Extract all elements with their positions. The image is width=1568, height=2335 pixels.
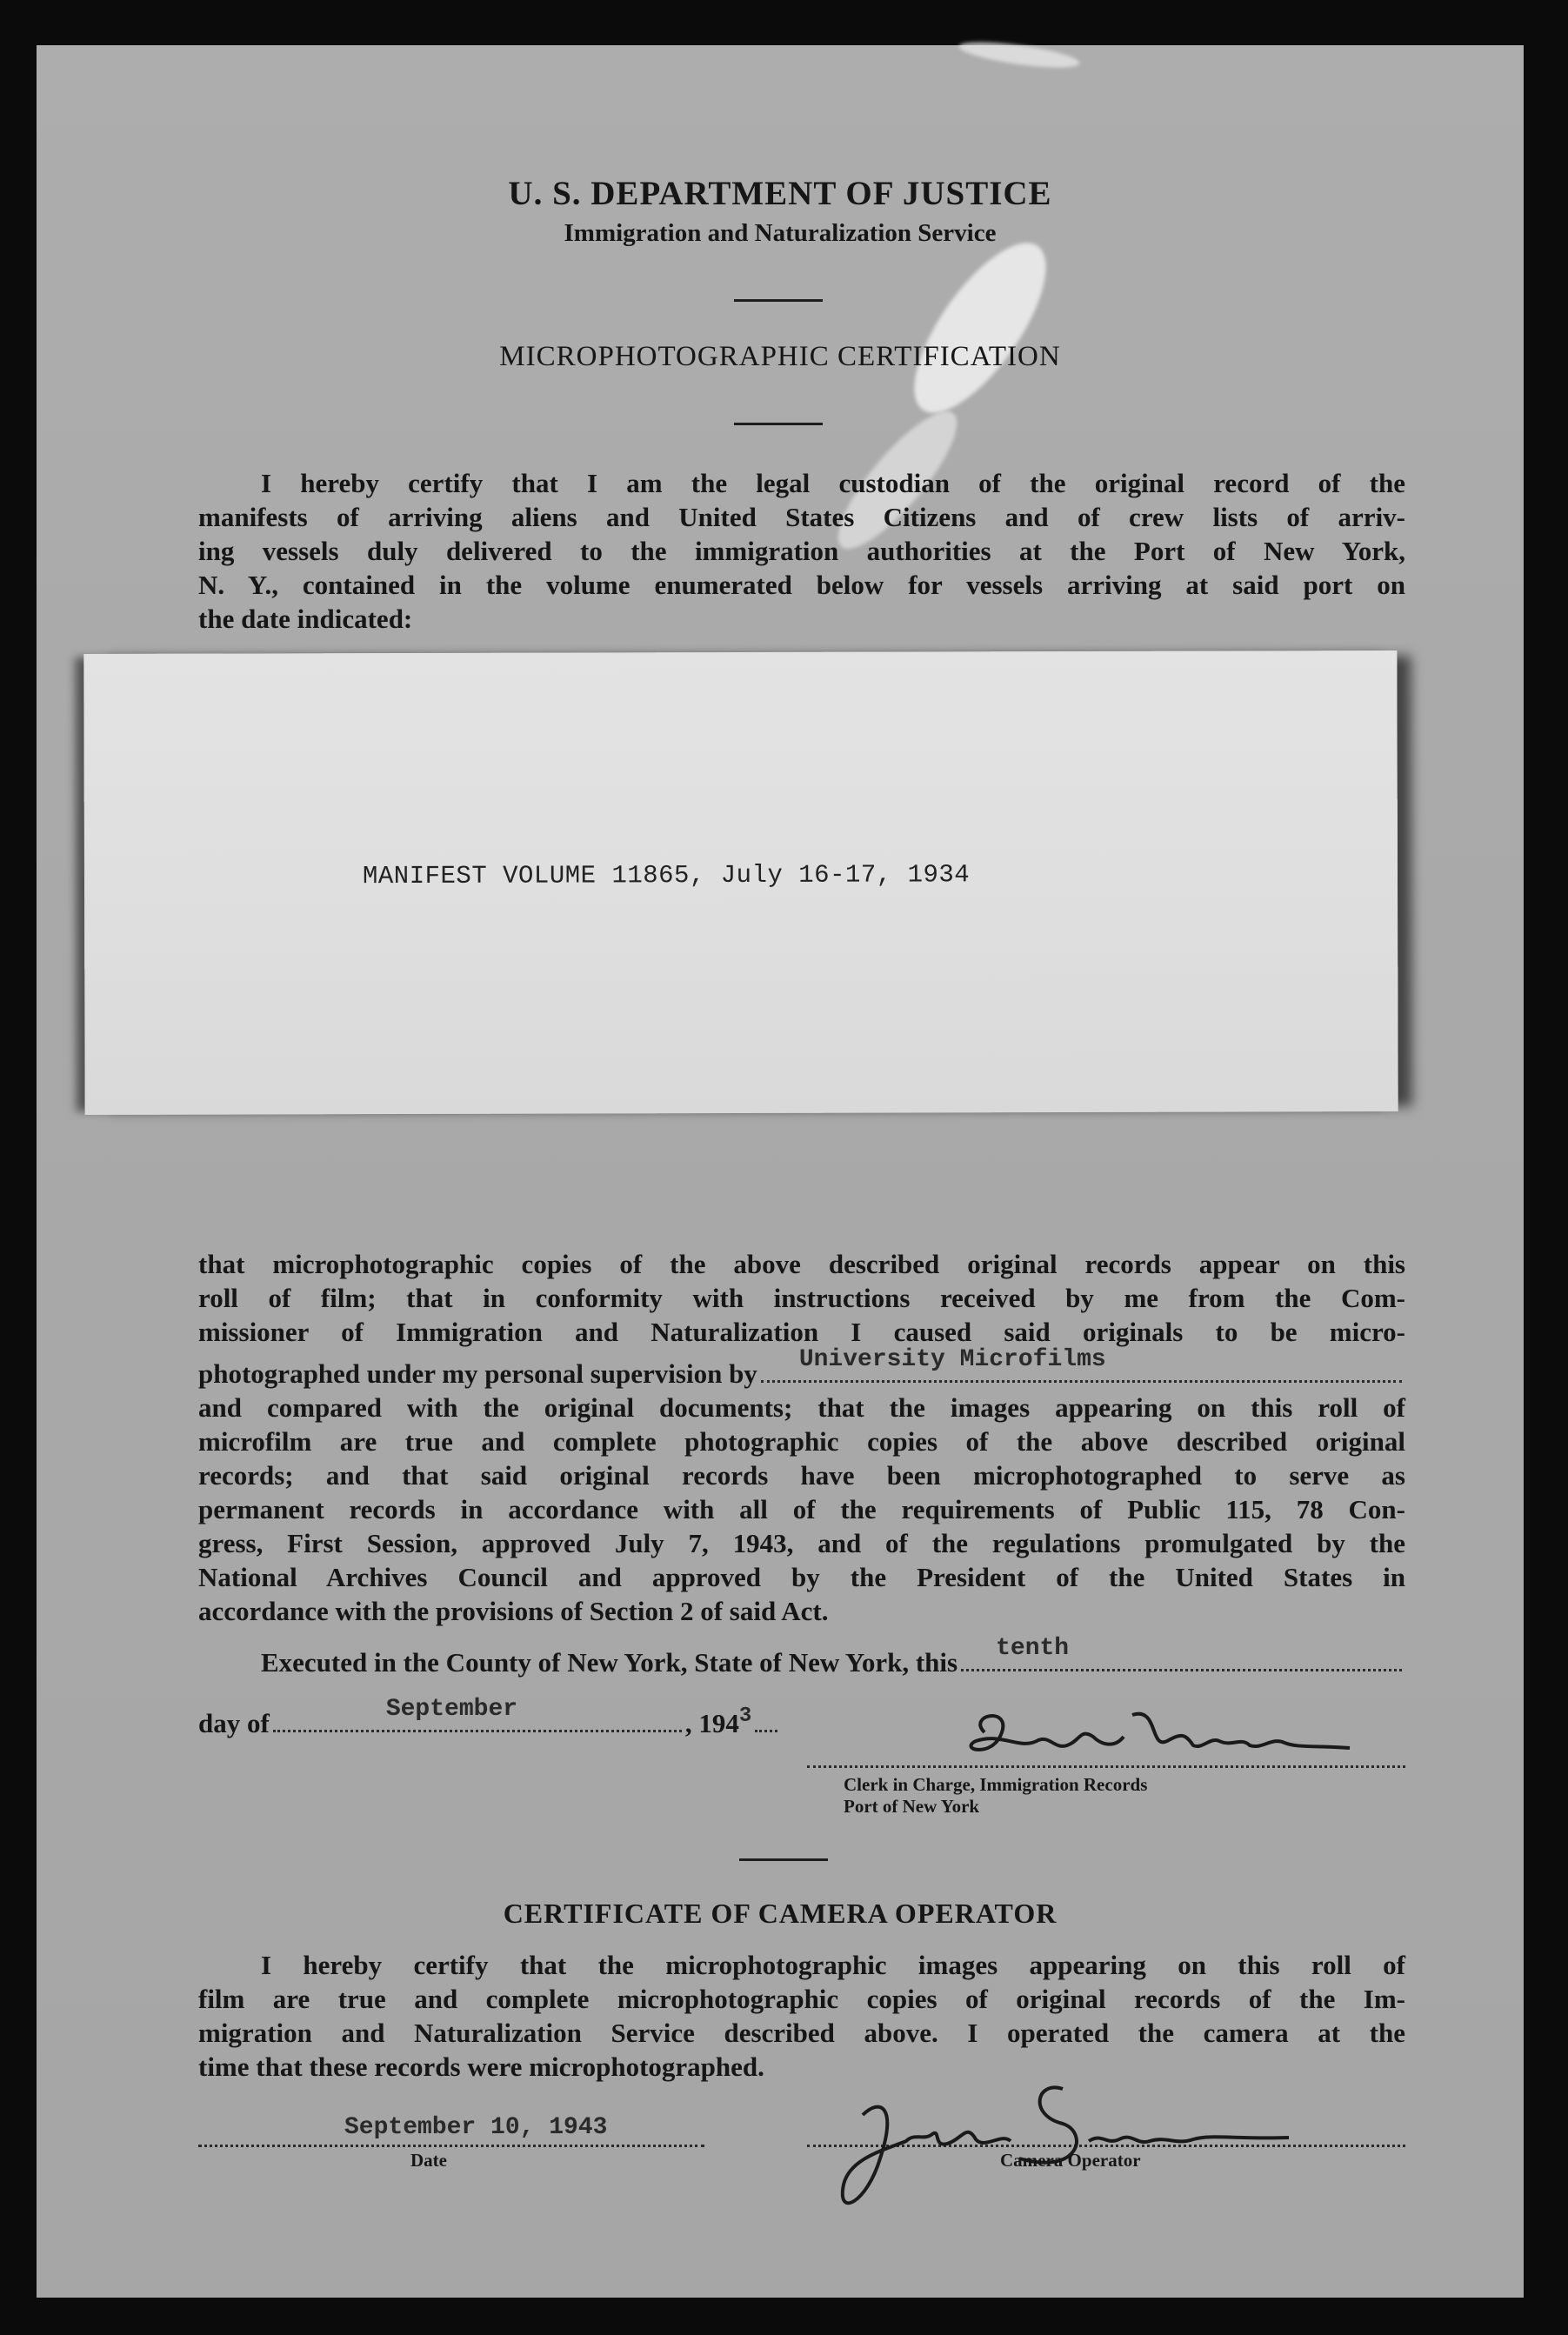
certificate-title: MICROPHOTOGRAPHIC CERTIFICATION: [499, 341, 1061, 372]
intro-line: ing vessels duly delivered to the immigration authorities at the Port of New York,: [198, 536, 1405, 566]
camera-line: film are true and complete microphotographic copies of original records of the Im-: [198, 1984, 1405, 2014]
body-paragraph: [198, 1247, 1405, 1628]
manifest-volume-text: MANIFEST VOLUME 11865, July 16-17, 1934: [362, 860, 971, 891]
operator-date-value: September 10, 1943: [344, 2114, 608, 2141]
body-line: gress, First Session, approved July 7, 1943, and of the regulations promulgated by the: [198, 1528, 1405, 1558]
year-dots: [755, 1730, 777, 1732]
intro-line: manifests of arriving aliens and United States Citizens and of crew lists of arriv-: [198, 502, 1405, 532]
service-subheading: Immigration and Naturalization Service: [564, 219, 997, 247]
body-line: that microphotographic copies of the above described original records appear on this: [198, 1249, 1405, 1279]
operator-date-field: [198, 2115, 704, 2147]
year-digit: 3: [738, 1705, 752, 1728]
month-field: [273, 1696, 682, 1732]
date-line: [198, 1696, 877, 1740]
supervision-line: [198, 1346, 1405, 1391]
camera-line: time that these records were microphotographed.: [198, 2051, 764, 2082]
day-value: tenth: [996, 1635, 1070, 1662]
supervisor-field: [761, 1346, 1402, 1383]
intro-paragraph: [198, 466, 1405, 636]
volume-insert-slip: [83, 650, 1398, 1115]
intro-line: N. Y., contained in the volume enumerated below for vessels arriving at said port on: [198, 570, 1405, 600]
body-line: National Archives Council and approved by the President of the United States in: [198, 1562, 1405, 1592]
camera-operator-label: Camera Operator: [1000, 2150, 1141, 2171]
month-value: September: [385, 1696, 518, 1723]
date-label: Date: [410, 2150, 447, 2171]
supervision-prefix: photographed under my personal supervision by: [198, 1358, 757, 1389]
department-heading: U. S. DEPARTMENT OF JUSTICE: [508, 175, 1052, 212]
intro-line: I hereby certify that I am the legal custodian of the original record of the: [261, 468, 1405, 498]
supervisor-value: University Microfilms: [798, 1346, 1106, 1373]
divider: [734, 299, 823, 302]
body-line: records; and that said original records have been microphotographed to serve as: [198, 1460, 1405, 1491]
body-line: microfilm are true and complete photographic copies of the above described original: [198, 1426, 1405, 1457]
day-of-label: day of: [198, 1708, 270, 1738]
body-line: accordance with the provisions of Section 2 of said Act.: [198, 1596, 829, 1626]
body-line: and compared with the original documents; that the images appearing on this roll of: [198, 1392, 1405, 1423]
clerk-signature: [950, 1698, 1385, 1776]
year-prefix: , 194: [684, 1708, 739, 1738]
camera-line: I hereby certify that the microphotographic images appearing on this roll of: [261, 1950, 1405, 1980]
clerk-title-line: Port of New York: [844, 1796, 980, 1817]
divider: [739, 1858, 828, 1861]
clerk-title-line: Clerk in Charge, Immigration Records: [844, 1774, 1148, 1795]
film-scratch-mark: [891, 223, 1070, 432]
execution-line: [261, 1635, 1405, 1679]
body-line: permanent records in accordance with all of the requirements of Public 115, 78 Con-: [198, 1494, 1405, 1524]
certificate-sheet: [37, 45, 1524, 2298]
execution-prefix: Executed in the County of New York, State of New York, this: [261, 1647, 958, 1678]
film-scratch-mark: [957, 37, 1081, 72]
divider: [734, 423, 823, 425]
clerk-title: [844, 1774, 1147, 1818]
body-line: roll of film; that in conformity with instructions received by me from the Com-: [198, 1283, 1405, 1313]
day-field: [961, 1635, 1402, 1671]
intro-line: the date indicated:: [198, 604, 413, 634]
camera-line: migration and Naturalization Service described above. I operated the camera at the: [198, 2018, 1405, 2048]
body-line: missioner of Immigration and Naturalization I caused said originals to be micro-: [198, 1317, 1405, 1347]
camera-certificate-title: CERTIFICATE OF CAMERA OPERATOR: [503, 1898, 1058, 1929]
